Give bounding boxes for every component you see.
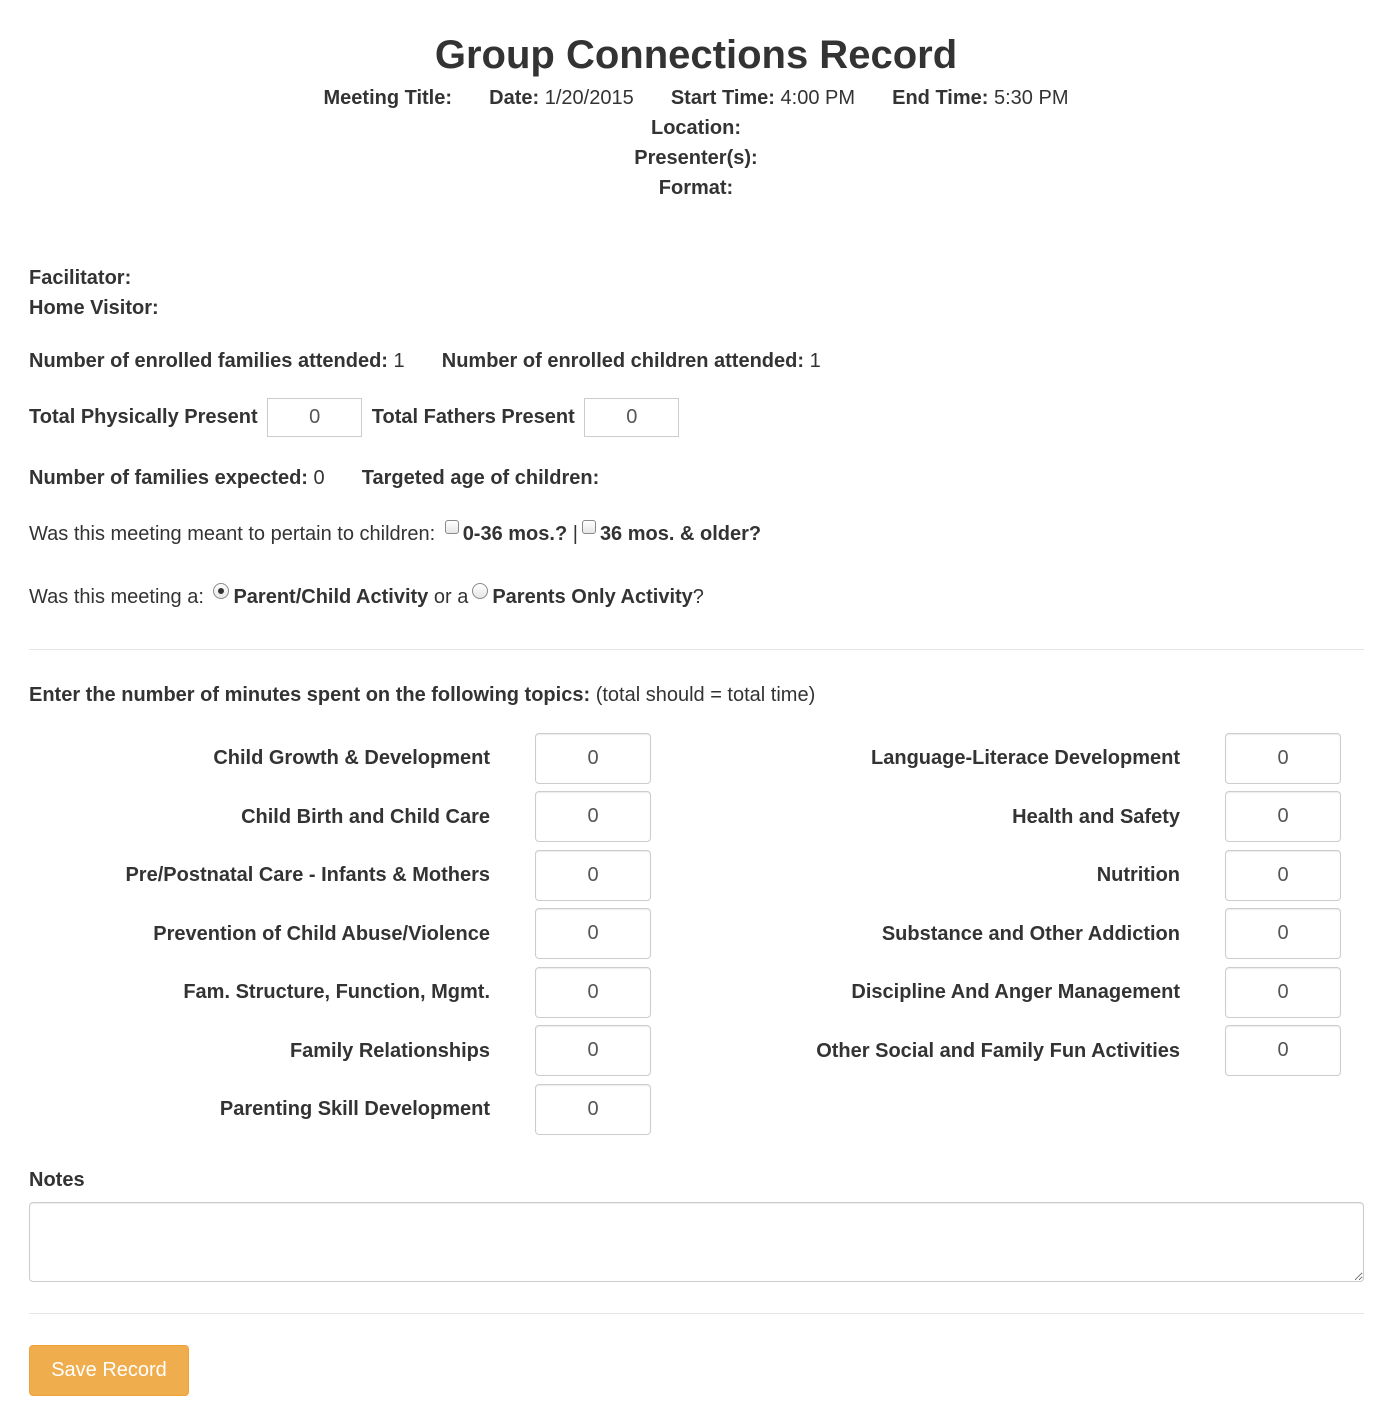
topic-input-discipline-anger[interactable] [1225,967,1341,1018]
parent-child-activity-label: Parent/Child Activity [233,586,429,608]
radio-parent-child-activity[interactable] [213,583,229,599]
enrolled-families-value: 1 [393,350,405,372]
topic-label-family-relationships: Family Relationships [289,1040,490,1062]
radio-parents-only-activity[interactable] [472,583,488,599]
home-visitor-label: Home Visitor: [29,297,159,319]
topic-input-prevention-abuse[interactable] [535,908,651,959]
option-0-36-months-label: 0-36 mos.? [462,523,568,545]
facilitator-label: Facilitator: [29,267,132,289]
fathers-present-label: Total Fathers Present [371,406,575,428]
meeting-info-row [0,85,1385,111]
divider [29,649,1364,650]
activity-or-text: or a [433,586,469,608]
enrolled-families-label: Number of enrolled families attended: [29,350,388,372]
end-time-value: 5:30 PM [994,87,1069,109]
save-record-button[interactable]: Save Record [29,1345,189,1396]
location-row [0,115,1385,141]
topic-input-health-safety[interactable] [1225,791,1341,842]
location-label: Location: [651,117,741,139]
topic-input-substance-addiction[interactable] [1225,908,1341,959]
physically-present-input[interactable] [267,398,362,437]
topic-input-family-structure[interactable] [535,967,651,1018]
topic-input-parenting-skill[interactable] [535,1084,651,1135]
presenter-label: Presenter(s): [634,147,758,169]
format-label: Format: [658,177,734,199]
start-time-label: Start Time: [670,87,775,109]
topic-input-prepostnatal-care[interactable] [535,850,651,901]
topic-input-family-relationships[interactable] [535,1025,651,1076]
present-row [29,398,683,437]
pertain-question: Was this meeting meant to pertain to children: [29,523,436,545]
physically-present-label: Total Physically Present [29,406,258,428]
expected-row [29,465,599,491]
checkbox-0-36-months[interactable] [445,520,459,534]
end-time-label: End Time: [892,87,989,109]
checkbox-36-months-older[interactable] [582,520,596,534]
topic-label-social-fun: Other Social and Family Fun Activities [816,1040,1180,1062]
topic-label-substance-addiction: Substance and Other Addiction [881,923,1180,945]
divider-bottom [29,1313,1364,1314]
topic-label-nutrition: Nutrition [1096,864,1180,886]
presenter-row [0,145,1385,171]
topic-label-discipline-anger: Discipline And Anger Management [851,981,1180,1003]
facilitator-row [29,265,131,291]
families-expected-value: 0 [313,467,325,489]
page-title: Group Connections Record [434,33,958,77]
topic-label-child-growth: Child Growth & Development [213,747,490,769]
activity-question: Was this meeting a: [29,586,204,608]
fathers-present-input[interactable] [584,398,679,437]
targeted-age-label: Targeted age of children: [361,467,600,489]
activity-question-end: ? [692,586,704,608]
pertain-separator: | [572,523,578,545]
home-visitor-row [29,295,159,321]
enrolled-children-label: Number of enrolled children attended: [441,350,805,372]
date-value: 1/20/2015 [544,87,634,109]
topics-heading-row [29,682,815,708]
enrolled-children-value: 1 [809,350,821,372]
topic-input-child-birth[interactable] [535,791,651,842]
topic-label-child-birth: Child Birth and Child Care [241,806,490,828]
notes-label: Notes [29,1169,85,1191]
option-36-months-older-label: 36 mos. & older? [599,523,762,545]
topic-label-prepostnatal-care: Pre/Postnatal Care - Infants & Mothers [125,864,490,886]
parents-only-activity-label: Parents Only Activity [492,586,693,608]
start-time-value: 4:00 PM [780,87,855,109]
topic-input-child-growth[interactable] [535,733,651,784]
topic-input-nutrition[interactable] [1225,850,1341,901]
families-expected-label: Number of families expected: [29,467,308,489]
topic-input-language-literacy[interactable] [1225,733,1341,784]
pertain-row [29,520,761,547]
topics-hint: (total should = total time) [595,684,816,706]
topic-label-prevention-abuse: Prevention of Child Abuse/Violence [153,923,490,945]
topic-label-health-safety: Health and Safety [1012,806,1180,828]
meeting-title-label: Meeting Title: [323,87,453,109]
format-row [0,175,1385,201]
topic-label-parenting-skill: Parenting Skill Development [219,1098,490,1120]
topic-label-language-literacy: Language-Literace Development [871,747,1180,769]
date-label: Date: [489,87,540,109]
topic-label-family-structure: Fam. Structure, Function, Mgmt. [183,981,490,1003]
topics-heading: Enter the number of minutes spent on the following topics: [29,684,591,706]
topic-input-social-fun[interactable] [1225,1025,1341,1076]
notes-textarea[interactable] [29,1202,1364,1282]
enrolled-attendance-row [29,348,821,374]
activity-row [29,583,704,610]
